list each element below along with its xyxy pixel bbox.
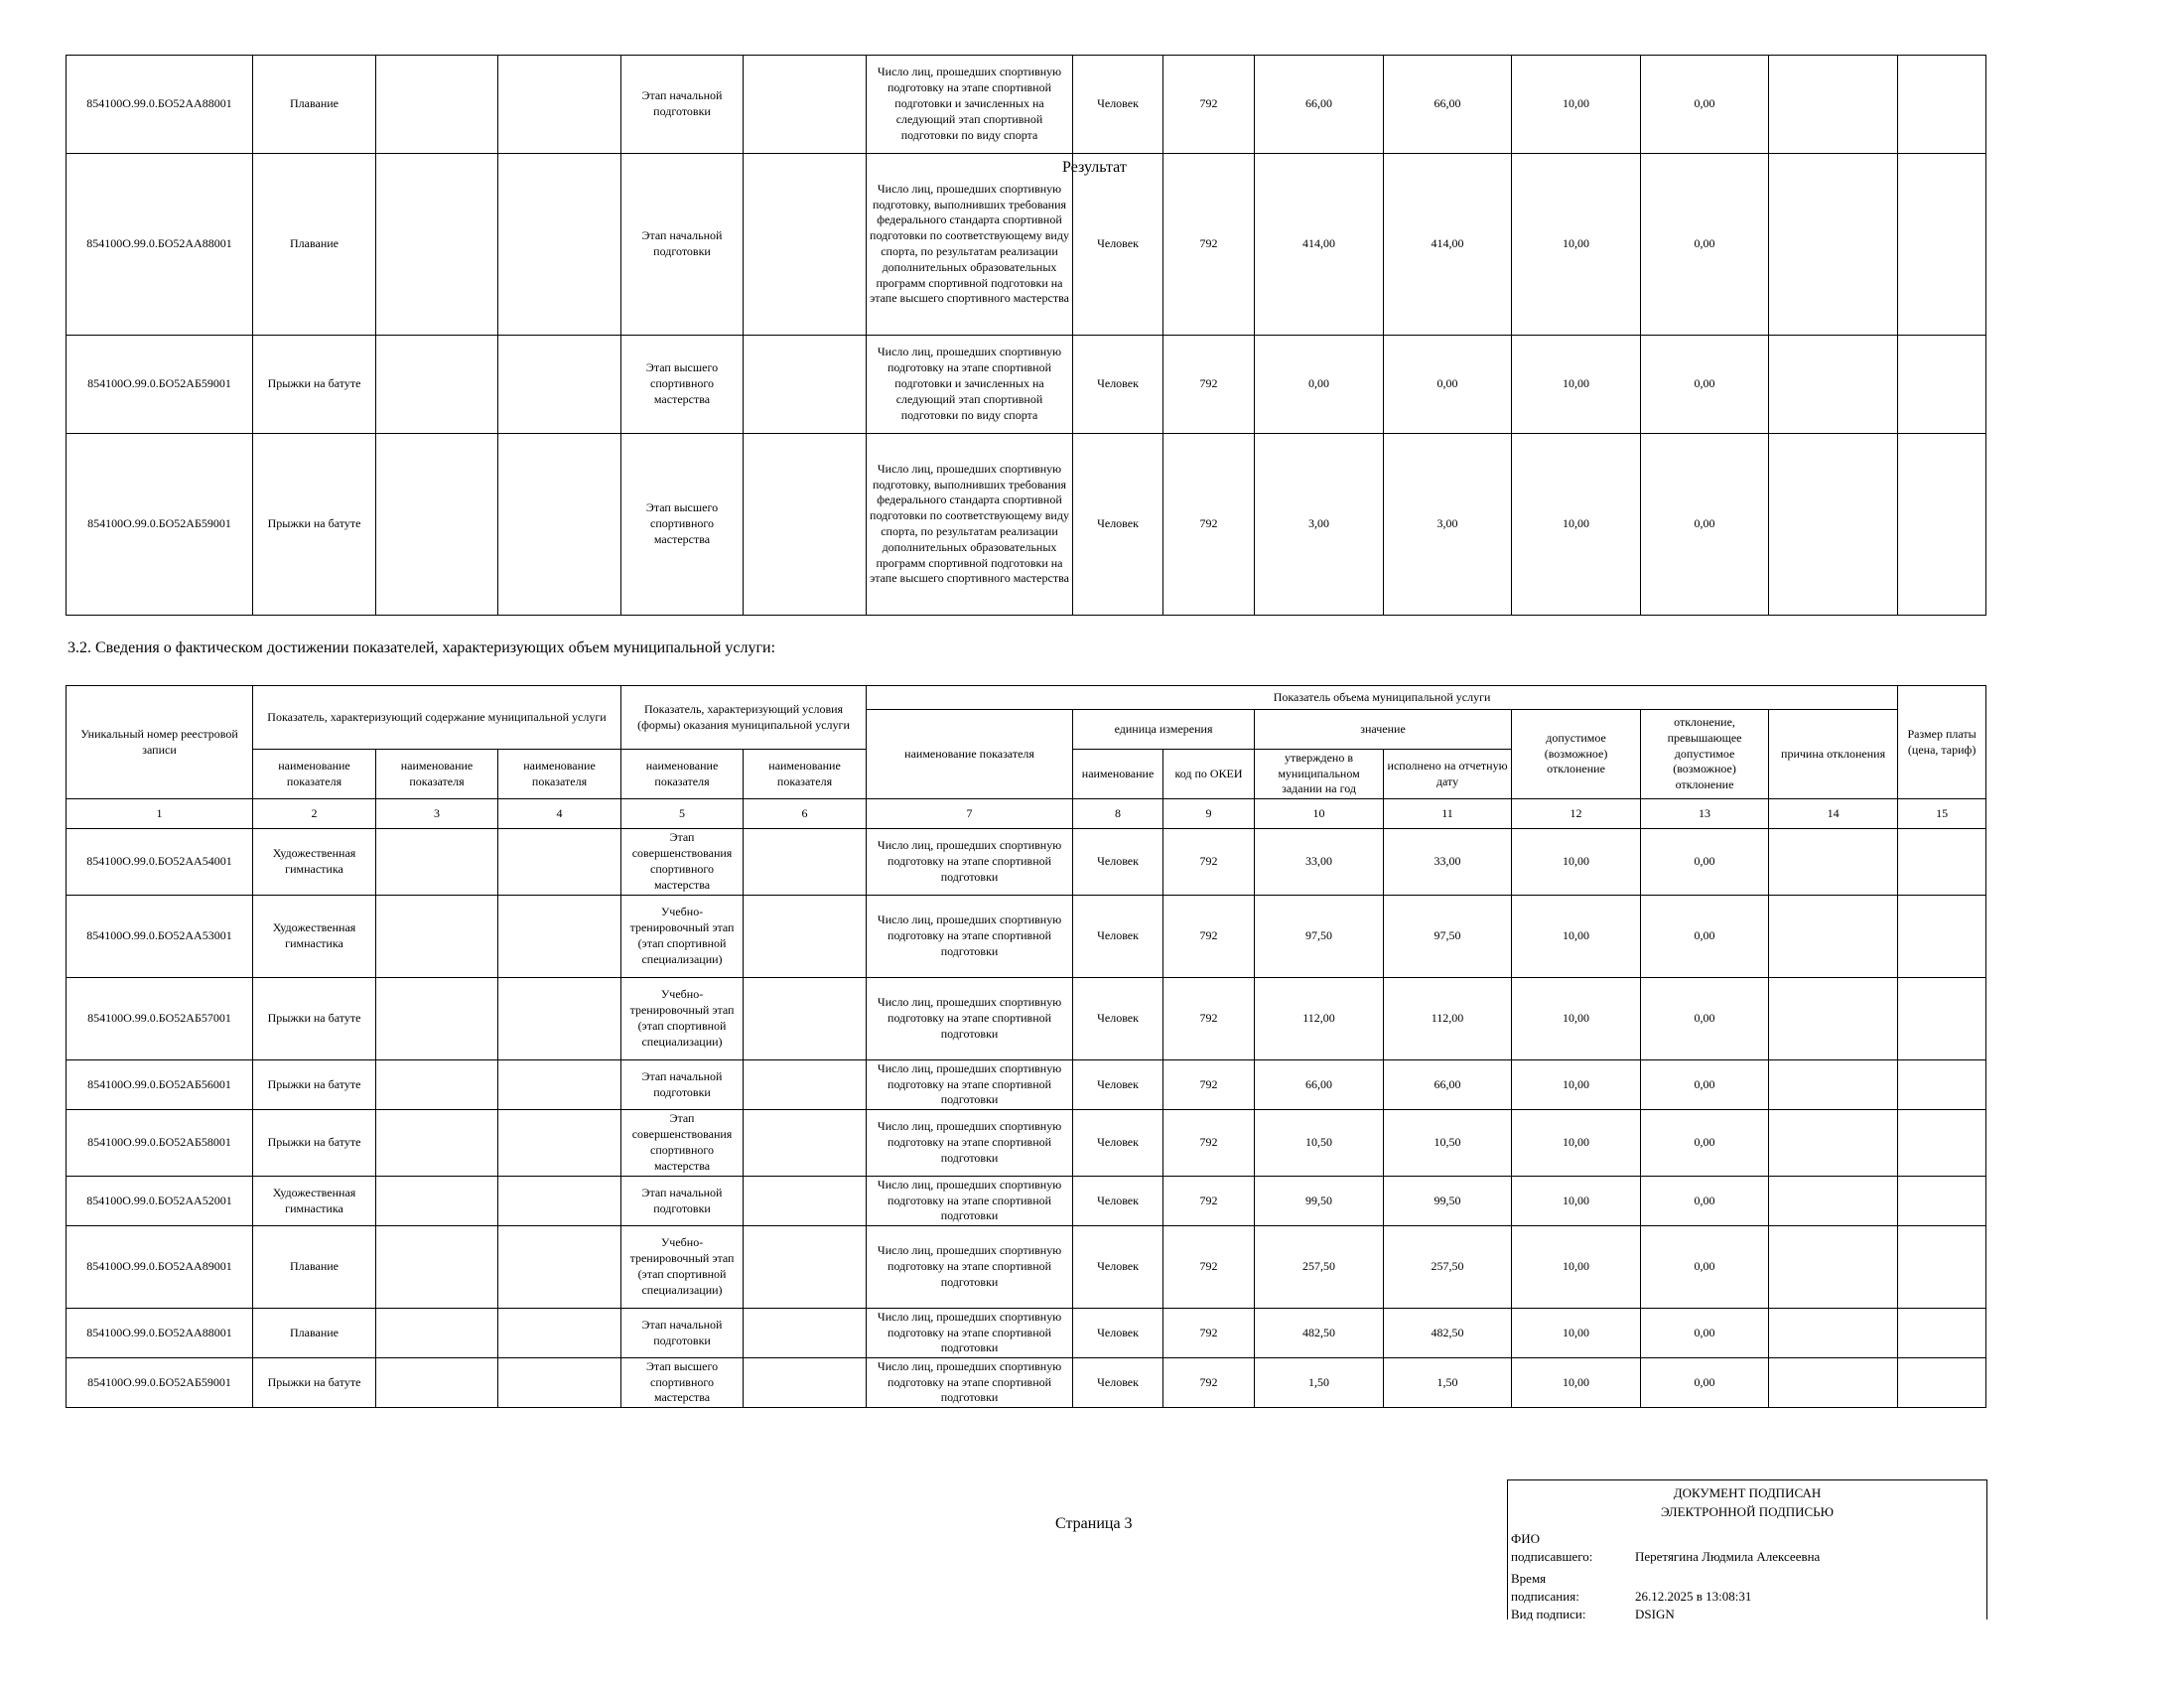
content-indicator-2 [376, 434, 498, 616]
fee [1898, 1060, 1986, 1110]
content-indicator-2 [376, 1177, 498, 1226]
header-indicator-name: наименование показателя [867, 710, 1073, 799]
fee [1898, 896, 1986, 978]
content-indicator-1: Плавание [253, 56, 376, 154]
table-row [67, 978, 1986, 1060]
exceeding-deviation: 0,00 [1641, 1358, 1769, 1408]
executed-value: 112,00 [1384, 978, 1512, 1060]
executed-value: 1,50 [1384, 1358, 1512, 1408]
condition-indicator-2 [744, 154, 867, 336]
okei-code: 792 [1163, 154, 1255, 336]
condition-indicator-1: Этап начальной подготовки [621, 154, 744, 336]
column-number: 2 [253, 799, 376, 829]
signature-fio-value: Перетягина Людмила Алексеевна [1635, 1549, 1821, 1564]
header-okei-code: код по ОКЕИ [1163, 750, 1255, 799]
content-indicator-1: Художественная гимнастика [253, 1177, 376, 1226]
signature-time-value: 26.12.2025 в 13:08:31 [1635, 1589, 1752, 1604]
okei-code: 792 [1163, 1177, 1255, 1226]
condition-indicator-2 [744, 434, 867, 616]
column-number: 3 [376, 799, 498, 829]
column-number: 15 [1898, 799, 1986, 829]
signature-type-value: DSIGN [1635, 1607, 1675, 1621]
executed-value: 66,00 [1384, 1060, 1512, 1110]
content-indicator-3 [498, 829, 621, 896]
registry-code: 854100О.99.0.БО52АА88001 [67, 56, 253, 154]
content-indicator-3 [498, 336, 621, 434]
okei-code: 792 [1163, 1060, 1255, 1110]
column-number: 6 [744, 799, 867, 829]
condition-indicator-1: Учебно-тренировочный этап (этап спортивной специализации) [621, 1226, 744, 1309]
header-sub-indicator-name: наименование показателя [376, 750, 498, 799]
fee [1898, 1309, 1986, 1358]
approved-value: 482,50 [1255, 1309, 1384, 1358]
approved-value: 257,50 [1255, 1226, 1384, 1309]
okei-code: 792 [1163, 1358, 1255, 1408]
quality-indicators-table [66, 55, 1986, 616]
electronic-signature-stamp [1507, 1479, 1987, 1619]
exceeding-deviation: 0,00 [1641, 978, 1769, 1060]
unit-name: Человек [1073, 154, 1163, 336]
condition-indicator-2 [744, 1060, 867, 1110]
okei-code: 792 [1163, 1309, 1255, 1358]
okei-code: 792 [1163, 336, 1255, 434]
indicator-name: Число лиц, прошедших спортивную подготовку на этапе спортивной подготовки и зачисленных на следующий этап спортивной подготовки по виду спорта [867, 56, 1073, 154]
column-number: 7 [867, 799, 1073, 829]
table-row [67, 154, 1986, 336]
executed-value: 3,00 [1384, 434, 1512, 616]
header-content-indicator: Показатель, характеризующий содержание муниципальной услуги [253, 686, 621, 750]
condition-indicator-1: Этап начальной подготовки [621, 56, 744, 154]
header-deviation-exceeding: отклонение, превышающее допустимое (возможное) отклонение [1641, 710, 1769, 799]
condition-indicator-1: Этап начальной подготовки [621, 1309, 744, 1358]
exceeding-deviation: 0,00 [1641, 154, 1769, 336]
allowed-deviation: 10,00 [1512, 434, 1641, 616]
condition-indicator-1: Этап высшего спортивного мастерства [621, 434, 744, 616]
fee [1898, 434, 1986, 616]
allowed-deviation: 10,00 [1512, 829, 1641, 896]
deviation-reason [1769, 896, 1898, 978]
section-title: 3.2. Сведения о фактическом достижении показателей, характеризующих объем муниципальной услуги: [68, 639, 776, 656]
condition-indicator-2 [744, 1177, 867, 1226]
content-indicator-3 [498, 1060, 621, 1110]
okei-code: 792 [1163, 1226, 1255, 1309]
exceeding-deviation: 0,00 [1641, 434, 1769, 616]
indicator-name: Число лиц, прошедших спортивную подготовку на этапе спортивной подготовки [867, 1177, 1073, 1226]
content-indicator-1: Прыжки на батуте [253, 1060, 376, 1110]
fee [1898, 56, 1986, 154]
approved-value: 1,50 [1255, 1358, 1384, 1408]
content-indicator-2 [376, 1110, 498, 1177]
executed-value: 33,00 [1384, 829, 1512, 896]
unit-name: Человек [1073, 1060, 1163, 1110]
indicator-name: Число лиц, прошедших спортивную подготовку на этапе спортивной подготовки [867, 1358, 1073, 1408]
allowed-deviation: 10,00 [1512, 154, 1641, 336]
exceeding-deviation: 0,00 [1641, 1226, 1769, 1309]
deviation-reason [1769, 1110, 1898, 1177]
column-number-row [67, 799, 1986, 829]
allowed-deviation: 10,00 [1512, 1110, 1641, 1177]
exceeding-deviation: 0,00 [1641, 1110, 1769, 1177]
table-header [67, 686, 1986, 829]
table-row [67, 1226, 1986, 1309]
allowed-deviation: 10,00 [1512, 896, 1641, 978]
condition-indicator-2 [744, 829, 867, 896]
stamp-result-label: Результат [1062, 159, 1127, 176]
exceeding-deviation: 0,00 [1641, 336, 1769, 434]
okei-code: 792 [1163, 978, 1255, 1060]
deviation-reason [1769, 154, 1898, 336]
header-approved: утверждено в муниципальном задании на год [1255, 750, 1384, 799]
content-indicator-1: Плавание [253, 1309, 376, 1358]
condition-indicator-2 [744, 1309, 867, 1358]
content-indicator-3 [498, 978, 621, 1060]
executed-value: 414,00 [1384, 154, 1512, 336]
content-indicator-3 [498, 1358, 621, 1408]
header-unit-name: наименование [1073, 750, 1163, 799]
allowed-deviation: 10,00 [1512, 1309, 1641, 1358]
indicator-name: Число лиц, прошедших спортивную подготовку, выполнивших требования федерального стандарта спортивной подготовки по соответствующему виду спорта, по результатам реализации дополнительных образовательных программ спортивной подготовки на этапе высшего спортивного мастерства [867, 154, 1073, 336]
table-row [67, 829, 1986, 896]
condition-indicator-1: Этап начальной подготовки [621, 1060, 744, 1110]
table-row [67, 896, 1986, 978]
content-indicator-1: Художественная гимнастика [253, 896, 376, 978]
indicator-name: Число лиц, прошедших спортивную подготовку на этапе спортивной подготовки [867, 1309, 1073, 1358]
approved-value: 33,00 [1255, 829, 1384, 896]
deviation-reason [1769, 56, 1898, 154]
signature-fio-label-2: подписавшего: [1511, 1549, 1593, 1564]
exceeding-deviation: 0,00 [1641, 1309, 1769, 1358]
allowed-deviation: 10,00 [1512, 1226, 1641, 1309]
signature-time-label-1: Время [1511, 1571, 1547, 1586]
okei-code: 792 [1163, 829, 1255, 896]
condition-indicator-2 [744, 336, 867, 434]
exceeding-deviation: 0,00 [1641, 56, 1769, 154]
approved-value: 414,00 [1255, 154, 1384, 336]
indicator-name: Число лиц, прошедших спортивную подготовку на этапе спортивной подготовки [867, 978, 1073, 1060]
indicator-name: Число лиц, прошедших спортивную подготовку, выполнивших требования федерального стандарта спортивной подготовки по соответствующему виду спорта, по результатам реализации дополнительных образовательных программ спортивной подготовки на этапе высшего спортивного мастерства [867, 434, 1073, 616]
content-indicator-3 [498, 56, 621, 154]
signature-title-line2: ЭЛЕКТРОННОЙ ПОДПИСЬЮ [1661, 1503, 1834, 1519]
condition-indicator-1: Этап высшего спортивного мастерства [621, 1358, 744, 1408]
unit-name: Человек [1073, 336, 1163, 434]
allowed-deviation: 10,00 [1512, 1177, 1641, 1226]
content-indicator-1: Прыжки на батуте [253, 978, 376, 1060]
approved-value: 10,50 [1255, 1110, 1384, 1177]
content-indicator-2 [376, 56, 498, 154]
unit-name: Человек [1073, 896, 1163, 978]
content-indicator-3 [498, 1110, 621, 1177]
header-executed: исполнено на отчетную дату [1384, 750, 1512, 799]
registry-code: 854100О.99.0.БО52АБ58001 [67, 1110, 253, 1177]
column-number: 4 [498, 799, 621, 829]
table-row [67, 1177, 1986, 1226]
deviation-reason [1769, 1060, 1898, 1110]
executed-value: 257,50 [1384, 1226, 1512, 1309]
deviation-reason [1769, 978, 1898, 1060]
content-indicator-1: Прыжки на батуте [253, 336, 376, 434]
deviation-reason [1769, 1177, 1898, 1226]
unit-name: Человек [1073, 829, 1163, 896]
registry-code: 854100О.99.0.БО52АА54001 [67, 829, 253, 896]
signature-fio-label-1: ФИО [1511, 1531, 1541, 1546]
allowed-deviation: 10,00 [1512, 1060, 1641, 1110]
registry-code: 854100О.99.0.БО52АА53001 [67, 896, 253, 978]
condition-indicator-1: Этап совершенствования спортивного мастерства [621, 1110, 744, 1177]
allowed-deviation: 10,00 [1512, 1358, 1641, 1408]
condition-indicator-2 [744, 1358, 867, 1408]
column-number: 13 [1641, 799, 1769, 829]
quality-table-body [67, 56, 1986, 616]
fee [1898, 978, 1986, 1060]
header-unit: единица измерения [1073, 710, 1255, 750]
executed-value: 66,00 [1384, 56, 1512, 154]
okei-code: 792 [1163, 1110, 1255, 1177]
header-sub-indicator-name: наименование показателя [744, 750, 867, 799]
content-indicator-3 [498, 1177, 621, 1226]
indicator-name: Число лиц, прошедших спортивную подготовку на этапе спортивной подготовки [867, 896, 1073, 978]
condition-indicator-2 [744, 1226, 867, 1309]
approved-value: 3,00 [1255, 434, 1384, 616]
header-allowed-deviation: допустимое (возможное) отклонение [1512, 710, 1641, 799]
indicator-name: Число лиц, прошедших спортивную подготовку на этапе спортивной подготовки [867, 829, 1073, 896]
unit-name: Человек [1073, 1177, 1163, 1226]
indicator-name: Число лиц, прошедших спортивную подготовку на этапе спортивной подготовки [867, 1060, 1073, 1110]
approved-value: 0,00 [1255, 336, 1384, 434]
exceeding-deviation: 0,00 [1641, 829, 1769, 896]
fee [1898, 829, 1986, 896]
okei-code: 792 [1163, 434, 1255, 616]
content-indicator-2 [376, 896, 498, 978]
unit-name: Человек [1073, 56, 1163, 154]
content-indicator-3 [498, 1309, 621, 1358]
unit-name: Человек [1073, 1110, 1163, 1177]
content-indicator-2 [376, 1226, 498, 1309]
content-indicator-2 [376, 154, 498, 336]
content-indicator-3 [498, 896, 621, 978]
approved-value: 99,50 [1255, 1177, 1384, 1226]
page-number: Страница 3 [1055, 1515, 1133, 1532]
okei-code: 792 [1163, 896, 1255, 978]
header-sub-indicator-name: наименование показателя [498, 750, 621, 799]
registry-code: 854100О.99.0.БО52АА89001 [67, 1226, 253, 1309]
content-indicator-2 [376, 1358, 498, 1408]
deviation-reason [1769, 1358, 1898, 1408]
fee [1898, 1358, 1986, 1408]
content-indicator-2 [376, 1060, 498, 1110]
content-indicator-1: Прыжки на батуте [253, 1358, 376, 1408]
condition-indicator-1: Учебно-тренировочный этап (этап спортивной специализации) [621, 896, 744, 978]
content-indicator-1: Художественная гимнастика [253, 829, 376, 896]
table-row [67, 56, 1986, 154]
unit-name: Человек [1073, 1309, 1163, 1358]
executed-value: 97,50 [1384, 896, 1512, 978]
deviation-reason [1769, 829, 1898, 896]
approved-value: 66,00 [1255, 1060, 1384, 1110]
header-value: значение [1255, 710, 1512, 750]
column-number: 8 [1073, 799, 1163, 829]
table-row [67, 336, 1986, 434]
approved-value: 97,50 [1255, 896, 1384, 978]
column-number: 9 [1163, 799, 1255, 829]
table-row [67, 1060, 1986, 1110]
header-deviation-reason: причина отклонения [1769, 710, 1898, 799]
exceeding-deviation: 0,00 [1641, 896, 1769, 978]
unit-name: Человек [1073, 434, 1163, 616]
volume-table-body [67, 829, 1986, 1408]
signature-type-label: Вид подписи: [1511, 1607, 1586, 1621]
fee [1898, 154, 1986, 336]
column-number: 11 [1384, 799, 1512, 829]
allowed-deviation: 10,00 [1512, 978, 1641, 1060]
indicator-name: Число лиц, прошедших спортивную подготовку на этапе спортивной подготовки [867, 1110, 1073, 1177]
unit-name: Человек [1073, 1226, 1163, 1309]
header-condition-indicator: Показатель, характеризующий условия (формы) оказания муниципальной услуги [621, 686, 867, 750]
registry-code: 854100О.99.0.БО52АБ59001 [67, 336, 253, 434]
fee [1898, 336, 1986, 434]
column-number: 12 [1512, 799, 1641, 829]
registry-code: 854100О.99.0.БО52АБ57001 [67, 978, 253, 1060]
allowed-deviation: 10,00 [1512, 336, 1641, 434]
content-indicator-1: Плавание [253, 154, 376, 336]
executed-value: 482,50 [1384, 1309, 1512, 1358]
indicator-name: Число лиц, прошедших спортивную подготовку на этапе спортивной подготовки [867, 1226, 1073, 1309]
column-number: 5 [621, 799, 744, 829]
registry-code: 854100О.99.0.БО52АА88001 [67, 154, 253, 336]
content-indicator-2 [376, 829, 498, 896]
registry-code: 854100О.99.0.БО52АБ59001 [67, 434, 253, 616]
content-indicator-1: Прыжки на батуте [253, 1110, 376, 1177]
header-sub-indicator-name: наименование показателя [621, 750, 744, 799]
header-volume-indicator: Показатель объема муниципальной услуги [867, 686, 1898, 710]
condition-indicator-1: Учебно-тренировочный этап (этап спортивной специализации) [621, 978, 744, 1060]
okei-code: 792 [1163, 56, 1255, 154]
content-indicator-1: Прыжки на батуте [253, 434, 376, 616]
volume-indicators-table [66, 685, 1986, 1408]
table-row [67, 1309, 1986, 1358]
deviation-reason [1769, 1226, 1898, 1309]
column-number: 1 [67, 799, 253, 829]
registry-code: 854100О.99.0.БО52АА88001 [67, 1309, 253, 1358]
content-indicator-3 [498, 154, 621, 336]
condition-indicator-2 [744, 896, 867, 978]
signature-title-line1: ДОКУМЕНТ ПОДПИСАН [1673, 1485, 1822, 1500]
executed-value: 10,50 [1384, 1110, 1512, 1177]
content-indicator-3 [498, 1226, 621, 1309]
executed-value: 99,50 [1384, 1177, 1512, 1226]
approved-value: 112,00 [1255, 978, 1384, 1060]
condition-indicator-2 [744, 1110, 867, 1177]
fee [1898, 1110, 1986, 1177]
column-number: 10 [1255, 799, 1384, 829]
content-indicator-2 [376, 336, 498, 434]
indicator-name: Число лиц, прошедших спортивную подготовку на этапе спортивной подготовки и зачисленных на следующий этап спортивной подготовки по виду спорта [867, 336, 1073, 434]
condition-indicator-2 [744, 978, 867, 1060]
condition-indicator-2 [744, 56, 867, 154]
approved-value: 66,00 [1255, 56, 1384, 154]
exceeding-deviation: 0,00 [1641, 1177, 1769, 1226]
table-row [67, 434, 1986, 616]
fee [1898, 1226, 1986, 1309]
unit-name: Человек [1073, 1358, 1163, 1408]
fee [1898, 1177, 1986, 1226]
signature-time-label-2: подписания: [1511, 1589, 1579, 1604]
condition-indicator-1: Этап высшего спортивного мастерства [621, 336, 744, 434]
registry-code: 854100О.99.0.БО52АБ59001 [67, 1358, 253, 1408]
registry-code: 854100О.99.0.БО52АА52001 [67, 1177, 253, 1226]
content-indicator-3 [498, 434, 621, 616]
condition-indicator-1: Этап начальной подготовки [621, 1177, 744, 1226]
content-indicator-1: Плавание [253, 1226, 376, 1309]
header-unique-number: Уникальный номер реестровой записи [67, 686, 253, 799]
condition-indicator-1: Этап совершенствования спортивного мастерства [621, 829, 744, 896]
table-row [67, 1110, 1986, 1177]
column-number: 14 [1769, 799, 1898, 829]
registry-code: 854100О.99.0.БО52АБ56001 [67, 1060, 253, 1110]
header-sub-indicator-name: наименование показателя [253, 750, 376, 799]
executed-value: 0,00 [1384, 336, 1512, 434]
allowed-deviation: 10,00 [1512, 56, 1641, 154]
content-indicator-2 [376, 978, 498, 1060]
exceeding-deviation: 0,00 [1641, 1060, 1769, 1110]
table-row [67, 1358, 1986, 1408]
deviation-reason [1769, 336, 1898, 434]
header-fee: Размер платы (цена, тариф) [1898, 686, 1986, 799]
deviation-reason [1769, 434, 1898, 616]
unit-name: Человек [1073, 978, 1163, 1060]
deviation-reason [1769, 1309, 1898, 1358]
content-indicator-2 [376, 1309, 498, 1358]
